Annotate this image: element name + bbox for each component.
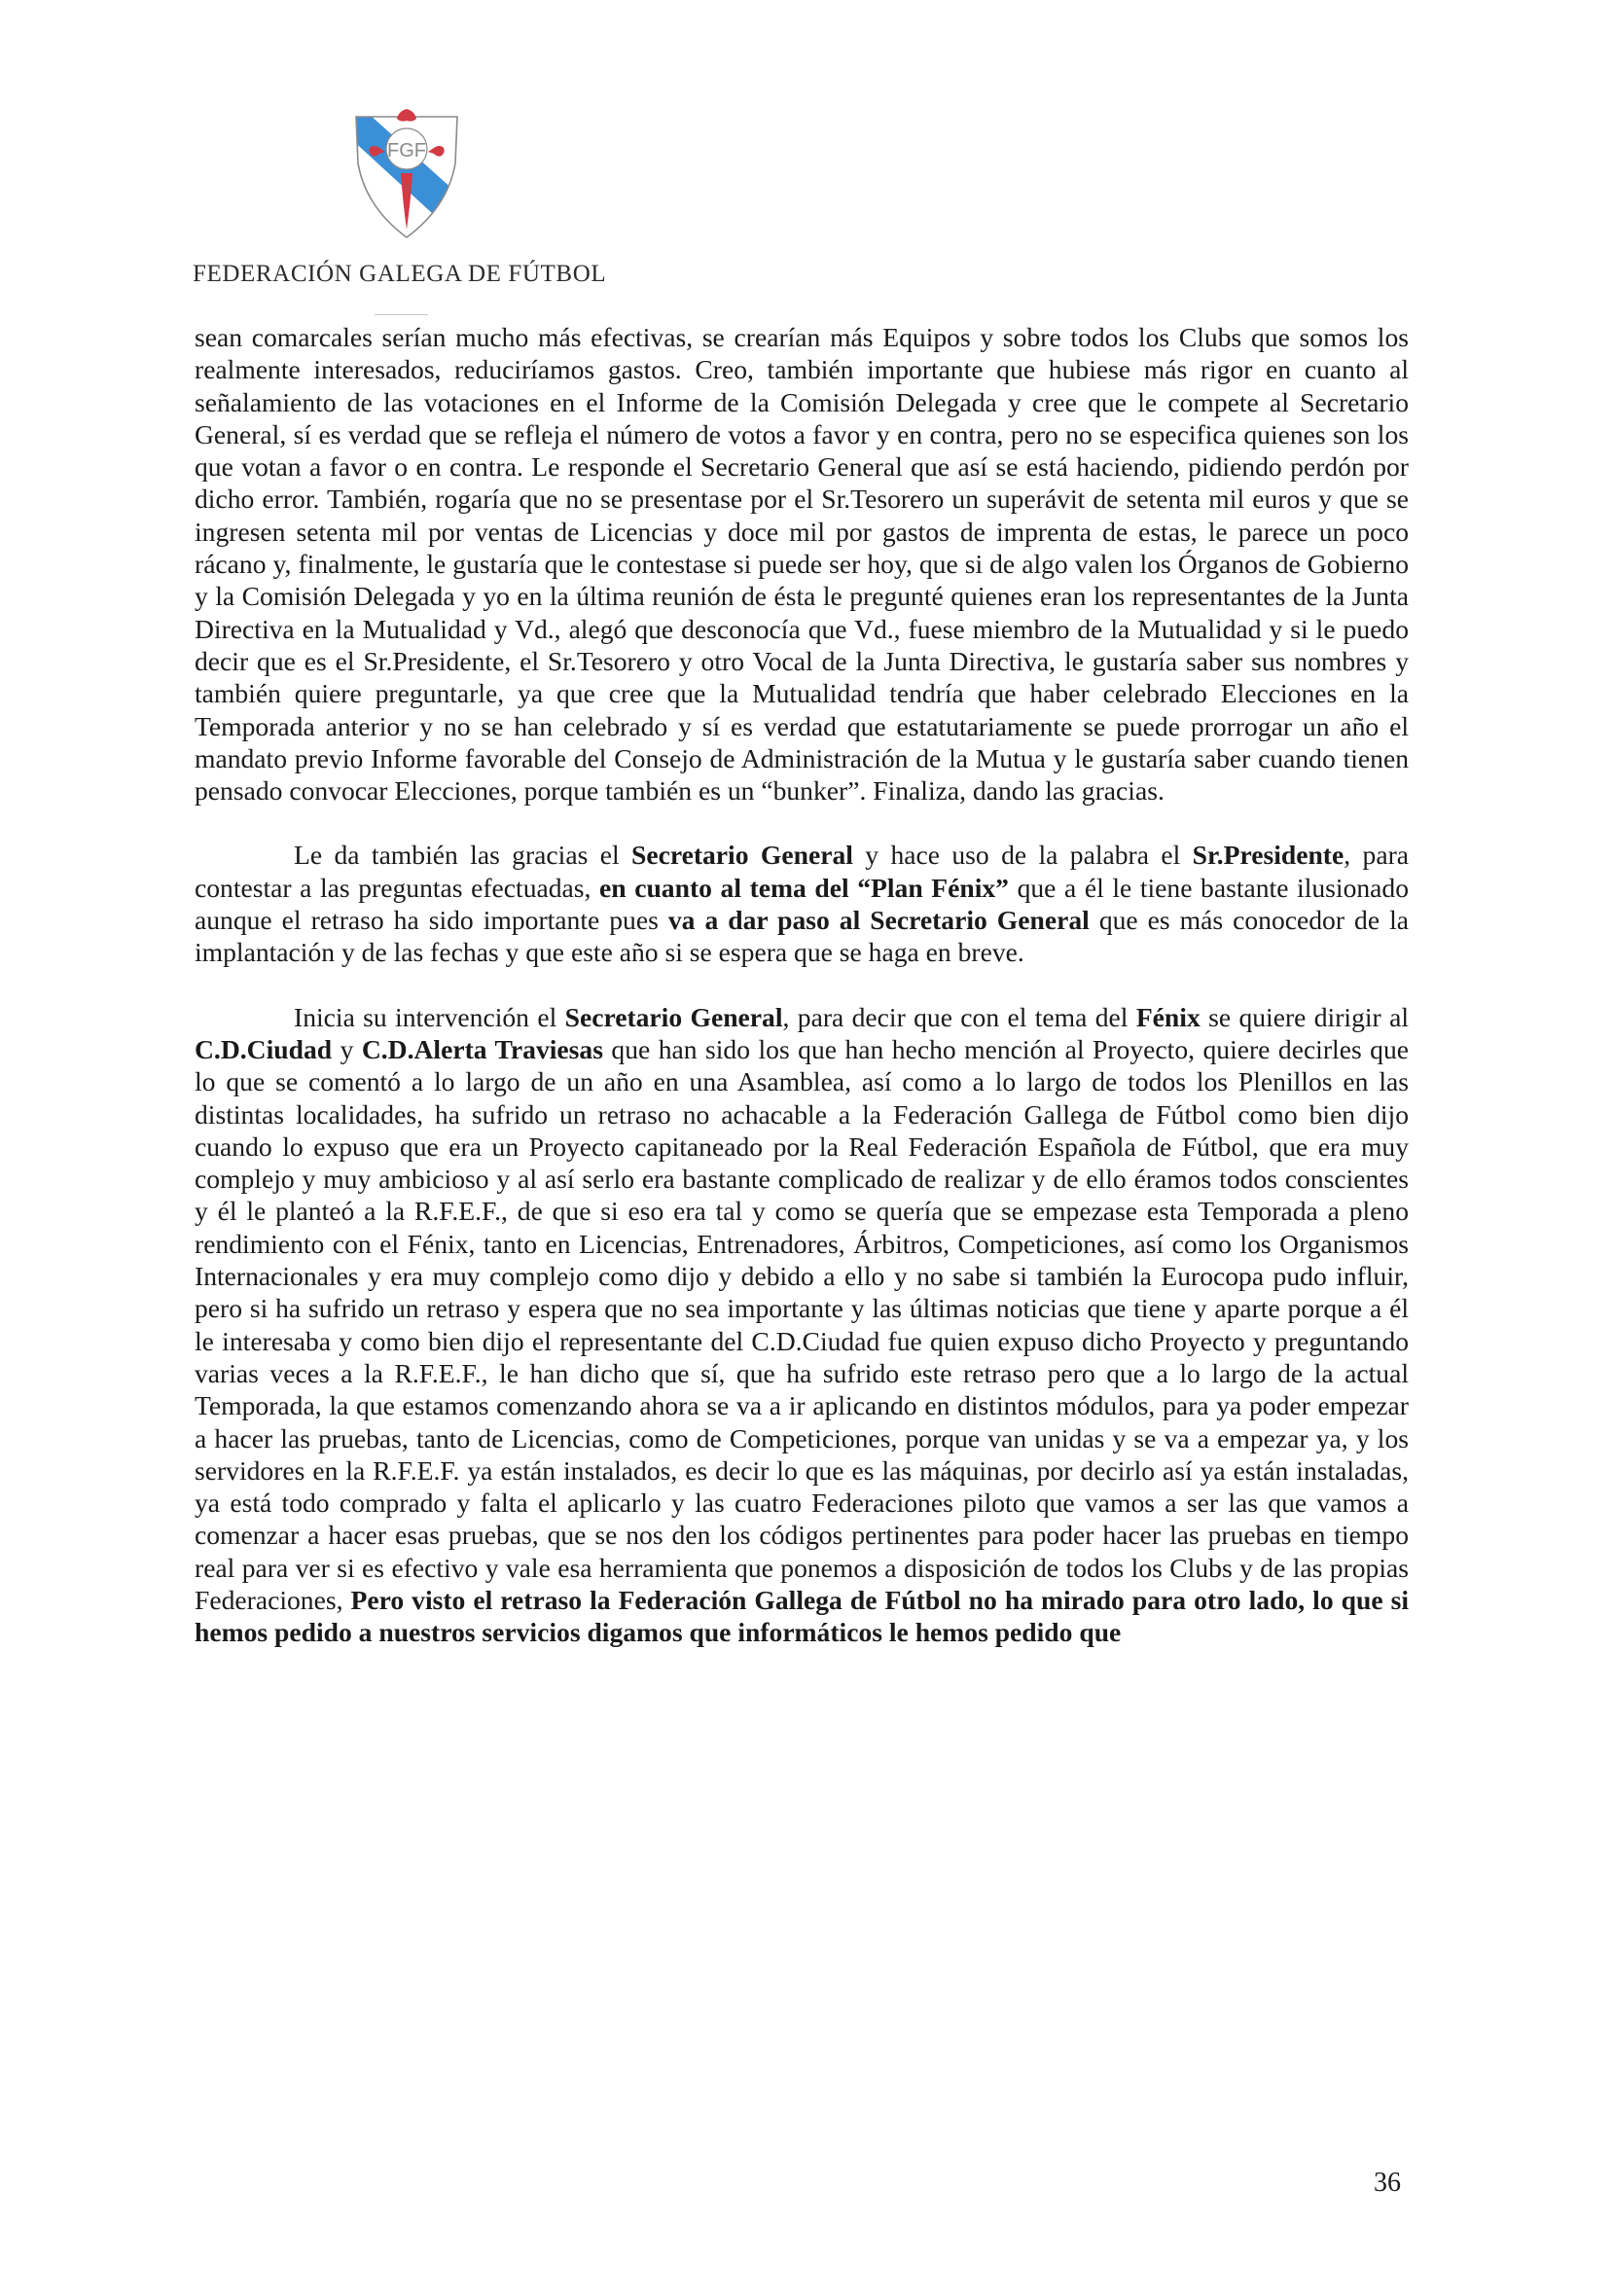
bold-text-run: Secretario General: [630, 840, 853, 871]
bold-text-run: C.D.Ciudad: [195, 1033, 333, 1064]
text-run: , para decir que con el tema del: [782, 1001, 1136, 1032]
bold-text-run: va a dar paso al Secretario General: [667, 905, 1090, 936]
text-run: que a él le tiene bastante ilusionado aunque el retraso ha sido importante pues: [195, 872, 1409, 936]
text-run: y hace uso de la palabra el: [852, 840, 1193, 871]
bold-text-run: Sr.Presidente: [1192, 840, 1344, 871]
text-run: sean comarcales serían mucho más efectivas, se crearían más Equipos y sobre todos los Clubs que somos los realmente interesados, reduciríamos gastos. Creo, también importante que hubiese más rigor en cuanto al señalamiento de las votaciones en el Informe de la Comisión Delegada y cree que le compete al Secretario General, sí es verdad que se refleja el número de votos a favor y en contra, pero no se especifica quienes son los que votan a favor o en contra. Le responde el Secretario General que así se está haciendo, pidiendo perdón por dicho error. También, rogaría que no se presentase por el Sr.Tesorero un superávit de setenta mil euros y que se ingresen setenta mil por ventas de Licencias y doce mil por gastos de imprenta de estas, le parece un poco rácano y, finalmente, le gustaría que le contestase si puede ser hoy, que si de algo valen los Órganos de Gobierno y la Comisión Delegada y yo en la última reunión de ésta le pregunté quienes eran los representantes de la Junta Directiva en la Mutualidad y Vd., alegó que desconocía que Vd., fuese miembro de la Mutualidad y si le puedo decir que es el Sr.Presidente, el Sr.Tesorero y otro Vocal de la Junta Directiva, le gustaría saber sus nombres y también quiere preguntarle, ya que cree que la Mutualidad tendría que haber celebrado Elecciones en la Temporada anterior y no se han celebrado y sí es verdad que estatutariamente se puede prorrogar un año el mandato previo Informe favorable del Consejo de Administración de la Mutua y le gustaría saber cuando tienen pensado convocar Elecciones, porque también es un “bunker”. Finaliza, dando las gracias.: [195, 322, 1409, 807]
bold-text-run: Secretario General: [564, 1001, 783, 1032]
paragraph: [195, 321, 1409, 807]
bold-text-run: Pero visto el retraso la Federación Gallega de Fútbol no ha mirado para otro lado, lo que si hemos pedido a nuestros servicios digamos que informáticos le hemos pedido que: [195, 1584, 1410, 1648]
logo-monogram: FGF: [387, 140, 426, 161]
text-run: Inicia su intervención el: [294, 1001, 565, 1032]
page-number: 36: [1374, 2168, 1401, 2198]
text-run: que es más conocedor de la implantación y de las fechas y que este año si se espera que se haga en breve.: [195, 905, 1409, 968]
paragraph: [195, 1001, 1409, 1649]
organization-name: FEDERACIÓN GALEGA DE FÚTBOL: [193, 261, 607, 287]
text-run: Le da también las gracias el: [294, 840, 631, 871]
text-run: se quiere dirigir al: [1200, 1001, 1409, 1032]
bold-text-run: Fénix: [1135, 1001, 1201, 1032]
fgf-shield-logo-icon: [350, 105, 463, 241]
text-run: que han sido los que han hecho mención al Proyecto, quiere decirles que lo que se comentó a lo largo de un año en una Asamblea, así como a lo largo de todos los Plenillos en las distintas localidades, ha sufrido un retraso no achacable a la Federación Gallega de Fútbol como bien dijo cuando lo expuso que era un Proyecto capitaneado por la Real Federación Española de Fútbol, que era muy complejo y muy ambicioso y al así serlo era bastante complicado de realizar y de ello éramos todos conscientes y él le planteó a la R.F.E.F., de que si eso era tal y como se quería que se empezase esta Temporada a pleno rendimiento con el Fénix, tanto en Licencias, Entrenadores, Árbitros, Competiciones, así como los Organismos Internacionales y era muy complejo como dijo y debido a ello y no sabe si también la Eurocopa pudo influir, pero si ha sufrido un retraso y espera que no sea importante y las últimas noticias que tiene y aparte porque a él le interesaba y como bien dijo el representante del C.D.Ciudad fue quien expuso dicho Proyecto y preguntando varias veces a la R.F.E.F., le han dicho que sí, que ha sufrido este retraso pero que a lo largo de la actual Temporada, la que estamos comenzando ahora se va a ir aplicando en distintos módulos, para ya poder empezar a hacer las pruebas, tanto de Licencias, como de Competiciones, porque van unidas y se va a empezar ya, y los servidores en la R.F.E.F. ya están instalados, es decir lo que es las máquinas, por decirlo así ya están instaladas, ya está todo comprado y falta el aplicarlo y las cuatro Federaciones piloto que vamos a ser las que vamos a comenzar a hacer esas pruebas, que se nos den los códigos pertinentes para poder hacer las pruebas en tiempo real para ver si es efectivo y vale esa herramienta que ponemos a disposición de todos los Clubs y de las propias Federaciones,: [195, 1033, 1410, 1615]
text-run: , para contestar a las preguntas efectuadas,: [195, 840, 1410, 903]
text-run: y: [332, 1033, 362, 1064]
document-body: [195, 321, 1409, 1649]
bold-text-run: C.D.Alerta Traviesas: [361, 1033, 603, 1064]
paragraph: [195, 839, 1409, 968]
bold-text-run: en cuanto al tema del “Plan Fénix”: [599, 872, 1009, 903]
header-divider: [375, 314, 428, 315]
